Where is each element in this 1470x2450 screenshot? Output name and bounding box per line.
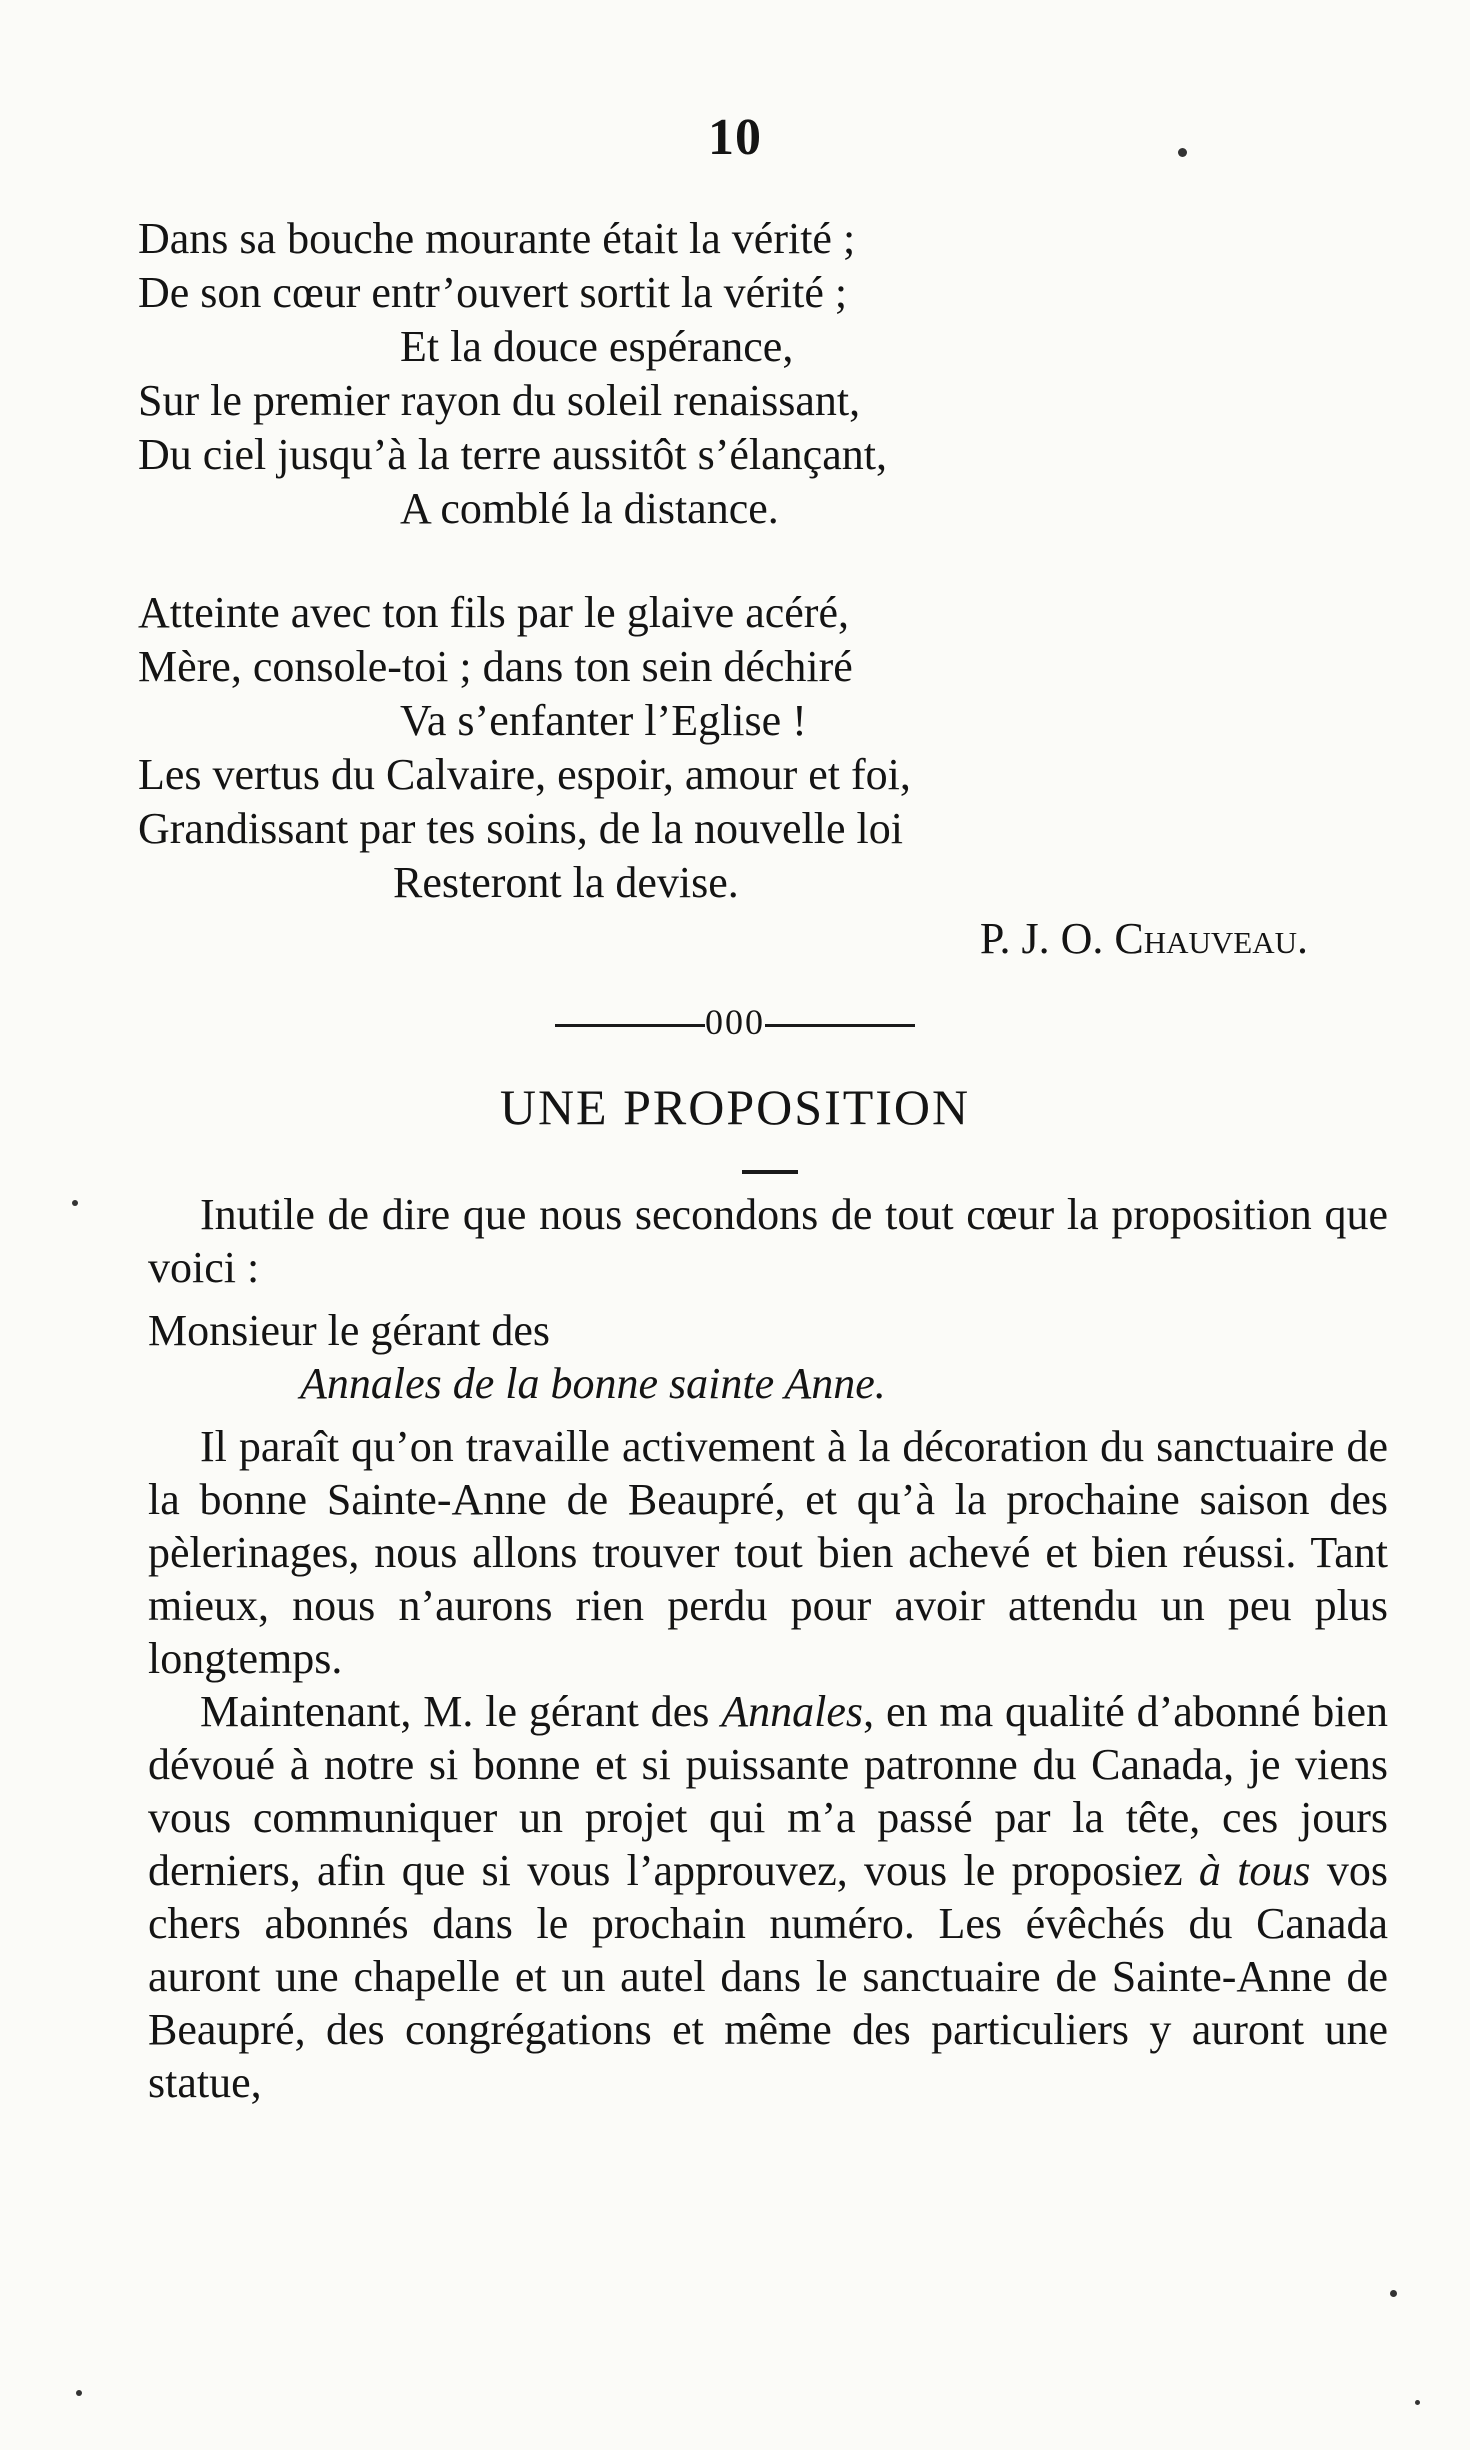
poem-line: Grandissant par tes soins, de la nouvelle loi bbox=[138, 804, 903, 853]
poem-line: Atteinte avec ton fils par le glaive acéré, bbox=[138, 588, 849, 637]
poem-line: Et la douce espérance, bbox=[400, 322, 794, 371]
scan-speck bbox=[1415, 2400, 1420, 2405]
title-rule bbox=[742, 1170, 798, 1174]
separator-rule-left bbox=[555, 1024, 705, 1027]
intro-paragraph: Inutile de dire que nous secondons de tout cœur la proposition que voici : bbox=[148, 1190, 1388, 1292]
poem-line: Du ciel jusqu’à la terre aussitôt s’élançant, bbox=[138, 430, 887, 479]
article-body bbox=[148, 1188, 1388, 2109]
paragraph-2-emphasis: à tous bbox=[1198, 1846, 1311, 1895]
scan-speck bbox=[1390, 2290, 1397, 2297]
scan-speck bbox=[72, 1200, 78, 1206]
letter-salutation: Monsieur le gérant des bbox=[148, 1306, 550, 1355]
signature-name: Chauveau. bbox=[1114, 914, 1308, 963]
poem-line: De son cœur entr’ouvert sortit la vérité ; bbox=[138, 268, 848, 317]
page-number: 10 bbox=[708, 109, 762, 166]
poem-line: Resteront la devise. bbox=[393, 858, 739, 907]
paragraph-1: Il paraît qu’on travaille activement à la décoration du sanctuaire de la bonne Sainte-Anne de Beaupré, et qu’à la prochaine saison des pèlerinages, nous allons trouver tout bien achevé et bien réussi. Tant mieux, nous n’aurons rien perdu pour avoir attendu un peu plus longtemps. bbox=[148, 1422, 1388, 1683]
signature-initials: P. J. O. bbox=[979, 914, 1104, 963]
paragraph-2-emphasis: Annales bbox=[721, 1687, 864, 1736]
separator-rule-right bbox=[765, 1024, 915, 1027]
poem-line: Les vertus du Calvaire, espoir, amour et foi, bbox=[138, 750, 911, 799]
scan-speck bbox=[76, 2390, 82, 2396]
poem-line: Va s’enfanter l’Eglise ! bbox=[400, 696, 807, 745]
poem-line: A comblé la distance. bbox=[400, 484, 779, 533]
poem-line: Mère, console-toi ; dans ton sein déchiré bbox=[138, 642, 853, 691]
separator-text: 000 bbox=[705, 1002, 765, 1042]
paragraph-2-text: , en ma qualité d’abonné bien dévoué à notre si bonne et si puissante patronne du Canada, je viens vous communiquer un projet qui m’a passé par la tête, ces jours derniers, afin que si vous l’approuvez, vous le proposiez bbox=[148, 1687, 1388, 1895]
section-separator bbox=[0, 1002, 1470, 1042]
scan-speck bbox=[1178, 148, 1187, 157]
poem-line: Sur le premier rayon du soleil renaissant, bbox=[138, 376, 861, 425]
paragraph-2 bbox=[148, 1685, 1388, 2109]
poem bbox=[138, 212, 1378, 966]
poem-signature bbox=[138, 912, 1378, 966]
paragraph-2-text: vos chers abonnés dans le prochain numéro. Les évêchés du Canada auront une chapelle et un autel dans le sanctuaire de Sainte-Anne de Beaupré, des congrégations et même des particuliers y auront une statue, bbox=[148, 1846, 1388, 2107]
section-title: UNE PROPOSITION bbox=[499, 1079, 971, 1135]
paragraph-2-text: Maintenant, M. le gérant des bbox=[200, 1687, 722, 1736]
poem-stanza-1 bbox=[138, 212, 1378, 536]
poem-stanza-2 bbox=[138, 586, 1378, 910]
poem-line: Dans sa bouche mourante était la vérité ; bbox=[138, 214, 856, 263]
letter-addressee: Annales de la bonne sainte Anne. bbox=[300, 1359, 886, 1408]
